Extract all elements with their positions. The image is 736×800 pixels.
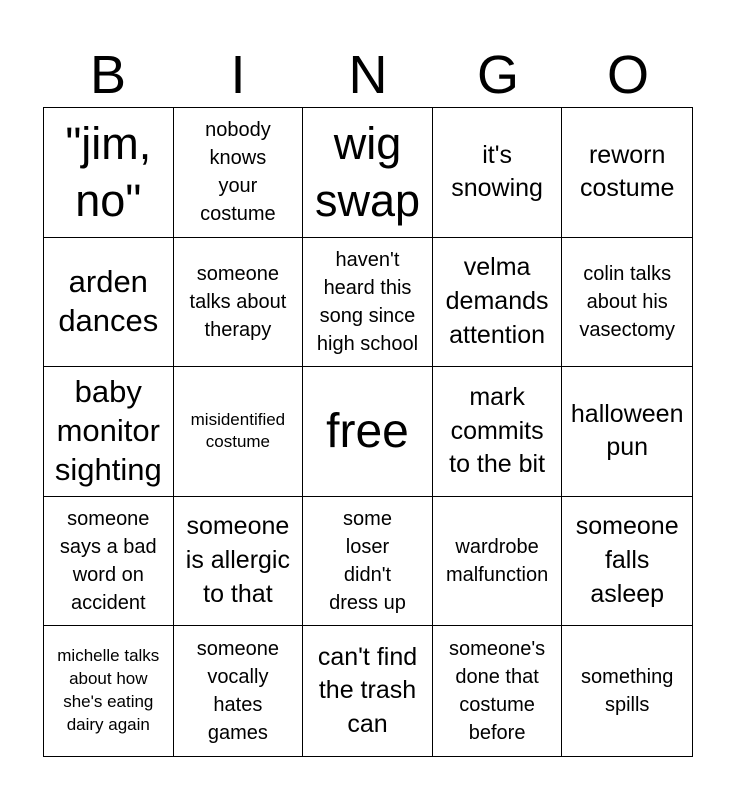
bingo-cell-r2-c5[interactable] bbox=[562, 238, 692, 368]
bingo-cell-text: it's snowing bbox=[451, 140, 543, 203]
bingo-cell-r1-c5[interactable] bbox=[562, 108, 692, 238]
bingo-cell-r3-c4[interactable] bbox=[433, 367, 563, 497]
bingo-cell-text: wig swap bbox=[314, 117, 421, 227]
bingo-cell-text: can't find the trash can bbox=[317, 642, 418, 739]
bingo-cell-r4-c5[interactable] bbox=[562, 497, 692, 627]
bingo-cell-text: halloween pun bbox=[570, 399, 684, 462]
bingo-cell-r4-c1[interactable] bbox=[44, 497, 174, 627]
bingo-cell-r5-c3[interactable] bbox=[303, 626, 433, 756]
bingo-cell-text: colin talks about his vasectomy bbox=[579, 262, 675, 341]
bingo-cell-text: mark commits to the bit bbox=[449, 382, 546, 479]
bingo-cell-r1-c1[interactable] bbox=[44, 108, 174, 238]
bingo-cell-text: velma demands attention bbox=[445, 253, 549, 349]
bingo-cell-text: "jim, no" bbox=[65, 117, 152, 227]
bingo-cell-text: something spills bbox=[581, 666, 674, 717]
bingo-cell-free[interactable] bbox=[303, 367, 433, 497]
bingo-cell-text: haven't heard this song since high school bbox=[316, 248, 419, 355]
bingo-cell-r1-c3[interactable] bbox=[303, 108, 433, 238]
bingo-cell-r1-c4[interactable] bbox=[433, 108, 563, 238]
bingo-cell-r5-c2[interactable] bbox=[174, 626, 304, 756]
bingo-cell-text: baby monitor sighting bbox=[54, 374, 162, 487]
bingo-cell-text: someone is allergic to that bbox=[185, 512, 290, 608]
bingo-board bbox=[43, 107, 693, 757]
header-letter-g: G bbox=[476, 45, 519, 105]
bingo-cell-text: someone vocally hates games bbox=[196, 638, 280, 745]
bingo-cell-r5-c5[interactable] bbox=[562, 626, 692, 756]
bingo-cell-text: arden dances bbox=[58, 264, 159, 338]
bingo-cell-text: reworn costume bbox=[579, 140, 675, 203]
bingo-cell-r5-c4[interactable] bbox=[433, 626, 563, 756]
bingo-cell-r3-c2[interactable] bbox=[174, 367, 304, 497]
bingo-header bbox=[43, 42, 693, 108]
bingo-cell-r4-c4[interactable] bbox=[433, 497, 563, 627]
bingo-cell-r2-c3[interactable] bbox=[303, 238, 433, 368]
bingo-cell-text: someone falls asleep bbox=[575, 512, 679, 608]
bingo-cell-r3-c5[interactable] bbox=[562, 367, 692, 497]
header-letter-b: B bbox=[89, 45, 127, 105]
header-letter-i: I bbox=[230, 45, 246, 105]
header-letter-n: N bbox=[348, 45, 388, 105]
bingo-cell-r2-c2[interactable] bbox=[174, 238, 304, 368]
bingo-cell-r1-c2[interactable] bbox=[174, 108, 304, 238]
bingo-cell-text: michelle talks about how she's eating dairy again bbox=[57, 646, 160, 735]
bingo-cell-text: nobody knows your costume bbox=[200, 119, 276, 226]
header-letter-o: O bbox=[606, 45, 649, 105]
bingo-cell-r3-c1[interactable] bbox=[44, 367, 174, 497]
bingo-cell-text: misidentified costume bbox=[190, 409, 286, 452]
bingo-cell-text: free bbox=[326, 404, 409, 458]
bingo-cell-text: someone talks about therapy bbox=[189, 262, 287, 341]
bingo-cell-r2-c1[interactable] bbox=[44, 238, 174, 368]
bingo-cell-r4-c2[interactable] bbox=[174, 497, 304, 627]
bingo-cell-text: someone says a bad word on accident bbox=[59, 508, 157, 615]
bingo-cell-text: someone's done that costume before bbox=[449, 638, 546, 745]
bingo-cell-r4-c3[interactable] bbox=[303, 497, 433, 627]
bingo-cell-r2-c4[interactable] bbox=[433, 238, 563, 368]
bingo-cell-r5-c1[interactable] bbox=[44, 626, 174, 756]
bingo-cell-text: some loser didn't dress up bbox=[329, 508, 406, 615]
bingo-cell-text: wardrobe malfunction bbox=[445, 536, 549, 587]
